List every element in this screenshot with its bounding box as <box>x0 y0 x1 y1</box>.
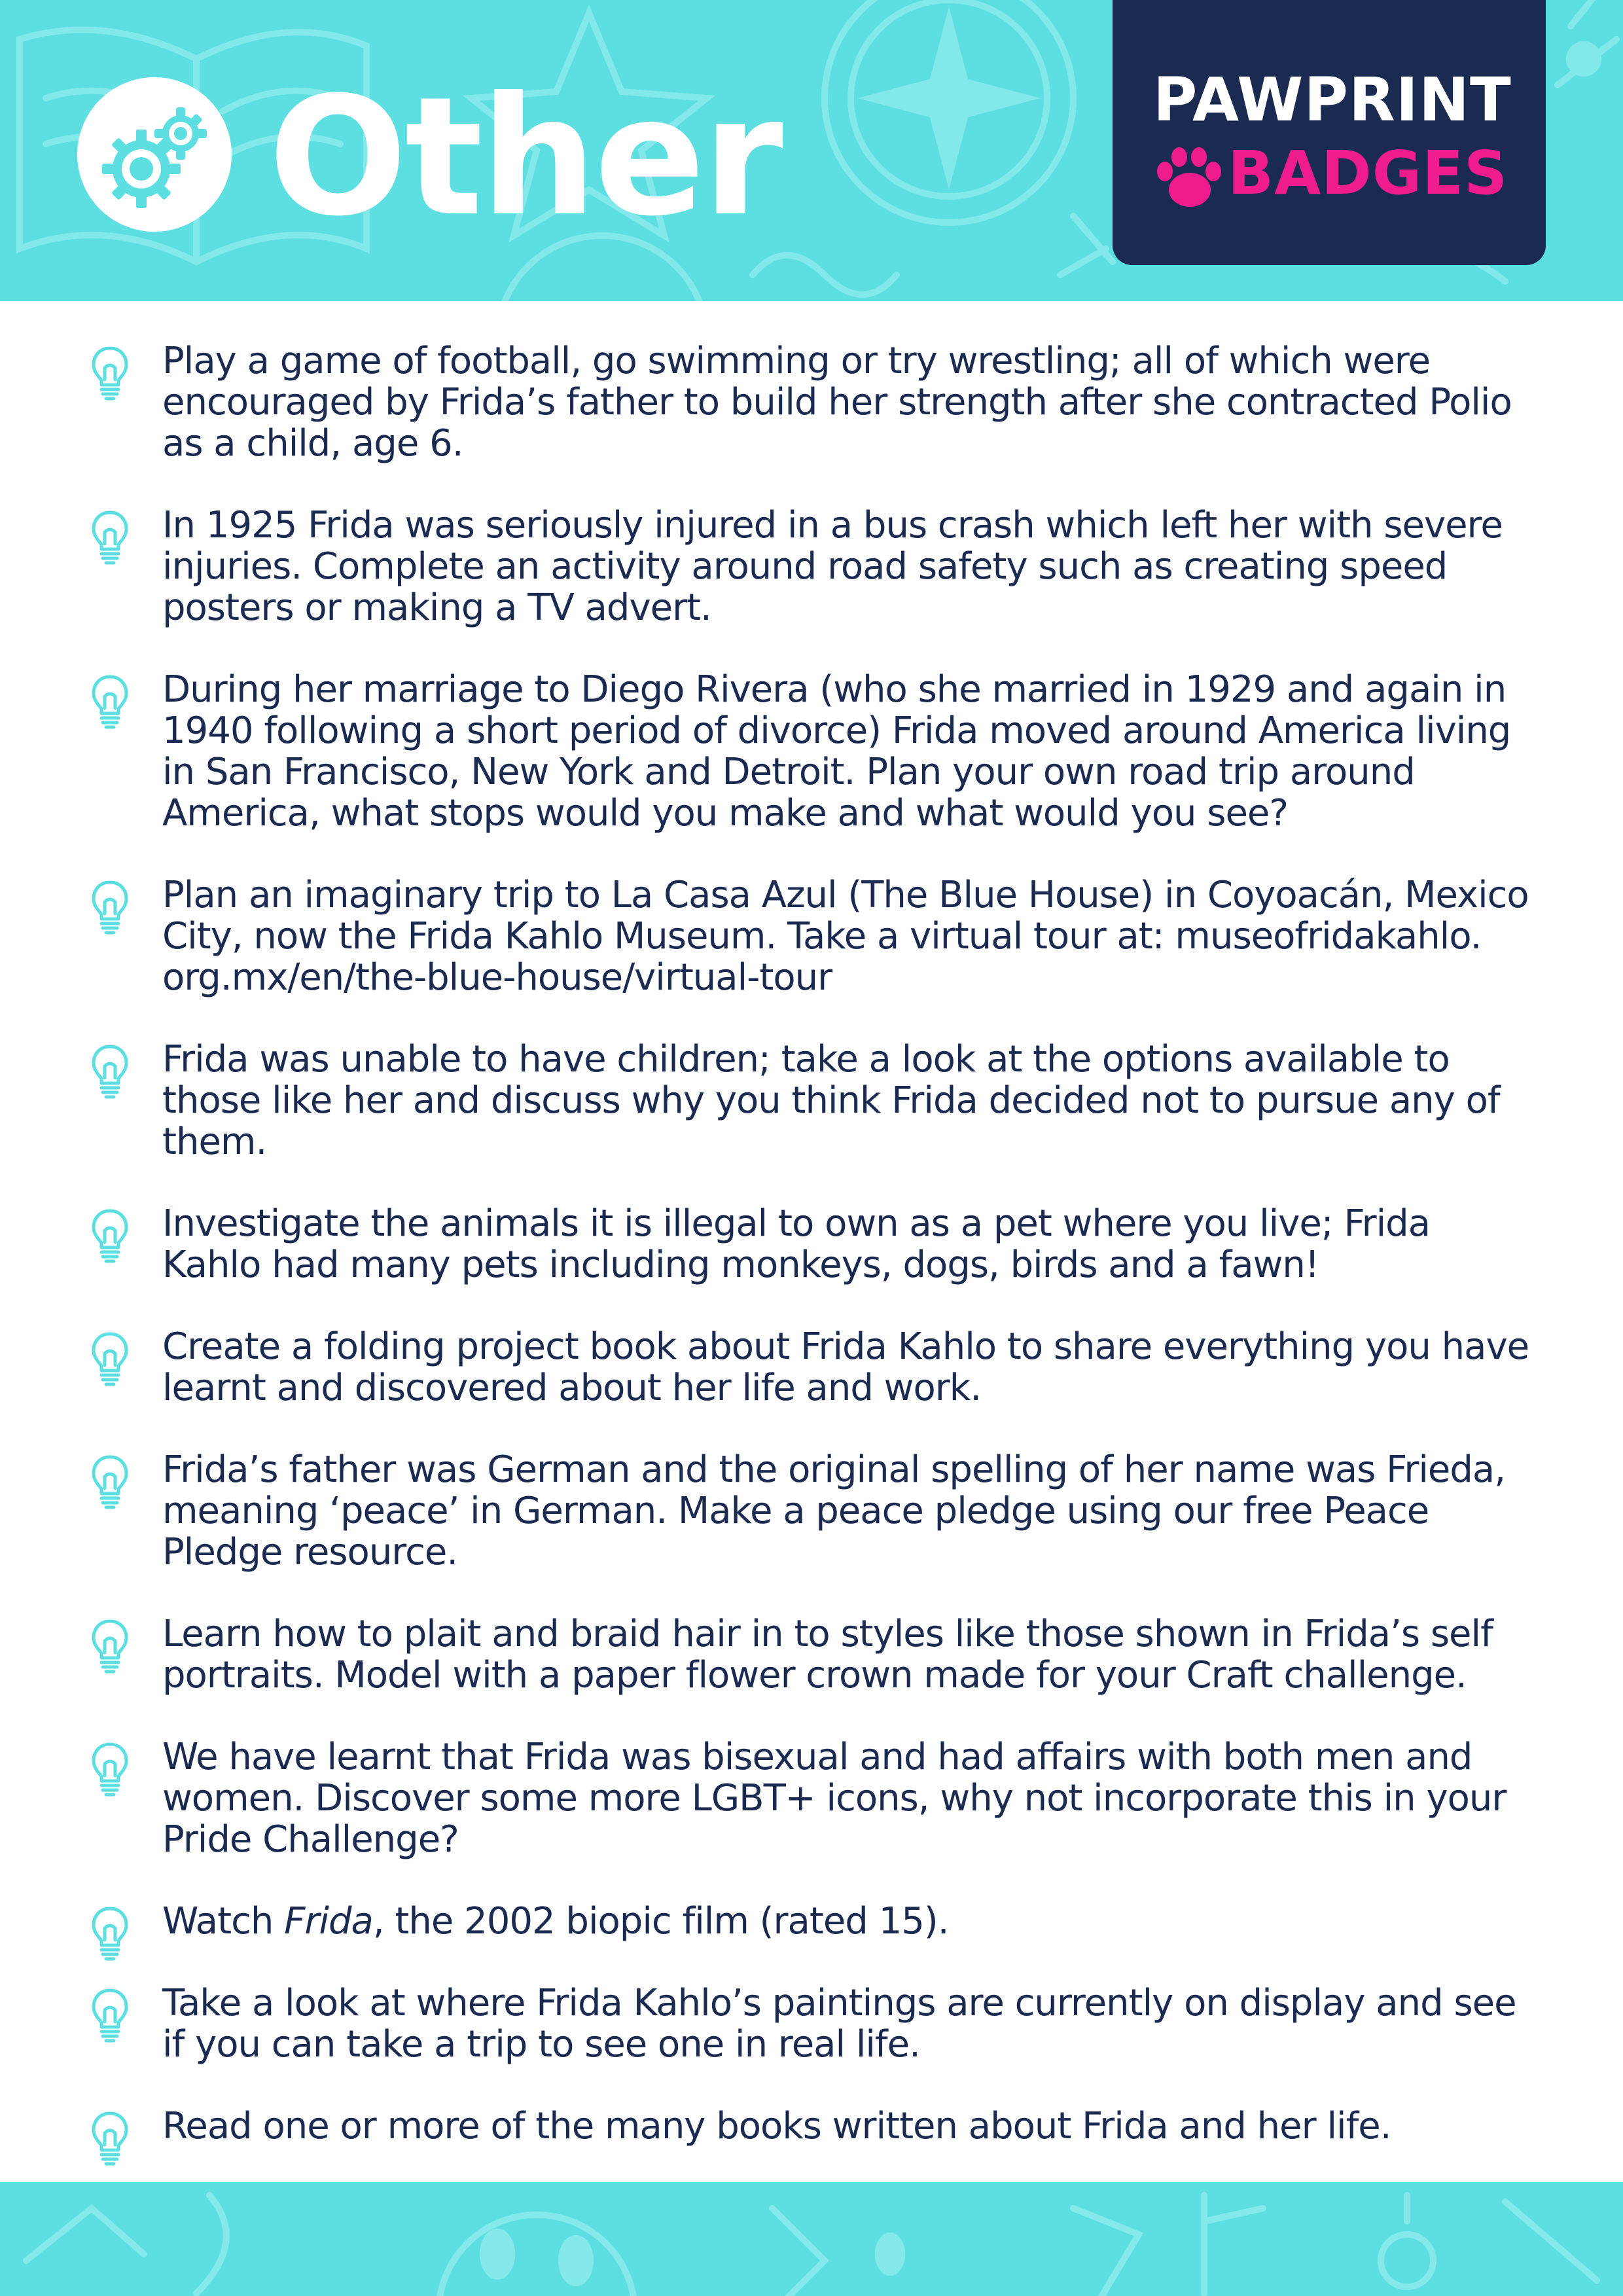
paw-icon <box>1152 145 1224 211</box>
activity-text: Plan an imaginary trip to La Casa Azul (The Blue House) in Coyoacán, Mexico City, now the Frida Kahlo Museum. Take a virtual tour at: museofridakahlo. org.mx/en/the-blue-house/virtual-tour <box>162 874 1529 999</box>
activity-text: Create a folding project book about Frida Kahlo to share everything you have learnt and discovered about her life and work. <box>162 1325 1529 1409</box>
activity-text: Frida was unable to have children; take a look at the options available to those like her and discuss why you think Frida decided not to pursue any of them. <box>162 1038 1500 1163</box>
page-title: Other <box>268 62 781 252</box>
lightbulb-icon <box>90 1208 130 1265</box>
lightbulb-icon <box>90 1742 130 1798</box>
lightbulb-icon <box>90 1988 130 2044</box>
lightbulb-icon <box>90 674 130 730</box>
activity-text-before: Watch <box>162 1900 285 1943</box>
activity-text-after: , the 2002 biopic film (rated 15). <box>372 1900 949 1943</box>
lightbulb-icon <box>90 1331 130 1388</box>
doodle-pattern <box>0 2182 1623 2296</box>
lightbulb-icon <box>90 880 130 936</box>
activity-text: Play a game of football, go swimming or try wrestling; all of which were encouraged by Frida’s father to build her strength after she contracted Polio as a child, age 6. <box>162 340 1512 465</box>
list-item <box>0 874 1537 998</box>
list-item <box>0 1736 1537 1860</box>
logo-text-badges: BADGES <box>1228 138 1508 208</box>
list-item <box>0 340 1537 464</box>
activity-text: Learn how to plait and braid hair in to styles like those shown in Frida’s self portraits. Model with a paper flower crown made for your Craft challenge. <box>162 1613 1493 1696</box>
activity-text: Take a look at where Frida Kahlo’s paintings are currently on display and see if you can take a trip to see one in real life. <box>162 1982 1516 2066</box>
gears-icon-badge <box>77 77 232 232</box>
list-item <box>0 669 1537 834</box>
list-item <box>0 2106 1537 2147</box>
list-item <box>0 1449 1537 1573</box>
lightbulb-icon <box>90 1906 130 1962</box>
lightbulb-icon <box>90 1454 130 1511</box>
activity-text: We have learnt that Frida was bisexual and had affairs with both men and women. Discover some more LGBT+ icons, why not incorporate this in your Pride Challenge? <box>162 1736 1507 1861</box>
list-item <box>0 1039 1537 1162</box>
activity-text: Frida’s father was German and the original spelling of her name was Frieda, meaning ‘peace’ in German. Make a peace pledge using our free Peace Pledge resource. <box>162 1448 1506 1573</box>
activity-text <box>162 1901 1537 1942</box>
list-item <box>0 1326 1537 1408</box>
list-item <box>0 1613 1537 1696</box>
gears-icon <box>77 77 232 232</box>
activity-text: During her marriage to Diego Rivera (who she married in 1929 and again in 1940 following a short period of divorce) Frida moved around America living in San Francisco, New York and Detroit. Plan your own road trip around America, what stops would you make and what would you see? <box>162 668 1511 834</box>
activity-text: In 1925 Frida was seriously injured in a bus crash which left her with severe injuries. Complete an activity around road safety such as creating speed posters or making a TV advert. <box>162 504 1503 629</box>
pawprint-badges-logo <box>1113 0 1546 265</box>
list-item <box>0 505 1537 628</box>
lightbulb-icon <box>90 1044 130 1100</box>
logo-text-pawprint: PAWPRINT <box>1153 65 1512 135</box>
activity-list <box>0 340 1623 2187</box>
film-title: Frida <box>284 1900 373 1943</box>
lightbulb-icon <box>90 1619 130 1675</box>
lightbulb-icon <box>90 346 130 402</box>
footer-banner <box>0 2182 1623 2296</box>
list-item <box>0 1901 1537 1942</box>
header-banner <box>0 0 1623 301</box>
list-item <box>0 1203 1537 1285</box>
activity-text: Investigate the animals it is illegal to own as a pet where you live; Frida Kahlo had many pets including monkeys, dogs, birds and a fawn! <box>162 1202 1431 1286</box>
lightbulb-icon <box>90 510 130 566</box>
lightbulb-icon <box>90 2111 130 2167</box>
activity-text: Read one or more of the many books written about Frida and her life. <box>162 2105 1391 2147</box>
list-item <box>0 1982 1537 2065</box>
